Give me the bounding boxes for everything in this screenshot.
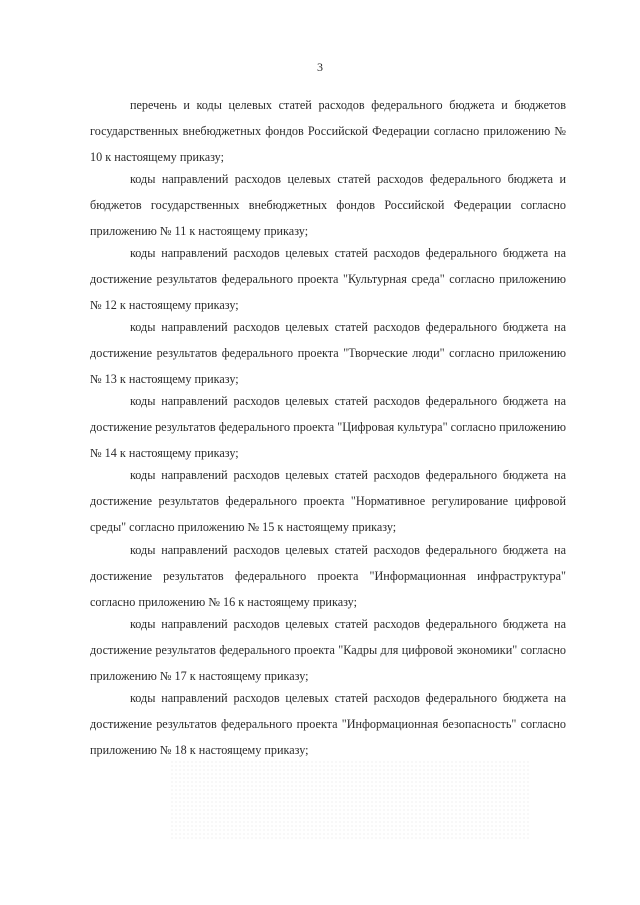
paragraph-text: перечень и коды целевых статей расходов федерального бюджета и бюджетов государственных внебюджетных фондов Российской Федерации согласно приложению № 10 к настоящему приказу; [90, 98, 566, 164]
list-item [90, 314, 566, 392]
page-number: 3 [317, 60, 323, 74]
paragraph-text: коды направлений расходов целевых статей расходов федерального бюджета на достижение результатов федерального проекта "Информационная безопасность" согласно приложению № 18 к настоящему приказу; [90, 691, 566, 757]
paragraph-text: коды направлений расходов целевых статей расходов федерального бюджета на достижение результатов федерального проекта "Информационная инфраструктура" согласно приложению № 16 к настоящему приказу; [90, 543, 566, 609]
list-item [90, 685, 566, 763]
paragraph-text: коды направлений расходов целевых статей расходов федерального бюджета на достижение результатов федерального проекта "Творческие люди" согласно приложению № 13 к настоящему приказу; [90, 320, 566, 386]
paragraph-text: коды направлений расходов целевых статей расходов федерального бюджета на достижение результатов федерального проекта "Цифровая культура" согласно приложению № 14 к настоящему приказу; [90, 394, 566, 460]
list-item [90, 388, 566, 466]
paragraph-text: коды направлений расходов целевых статей расходов федерального бюджета на достижение результатов федерального проекта "Культурная среда" согласно приложению № 12 к настоящему приказу; [90, 246, 566, 312]
paragraph-text: коды направлений расходов целевых статей расходов федерального бюджета и бюджетов государственных внебюджетных фондов Российской Федерации согласно приложению № 11 к настоящему приказу; [90, 172, 566, 238]
scan-noise [170, 760, 530, 840]
list-item [90, 611, 566, 689]
list-item [90, 240, 566, 318]
list-item [90, 537, 566, 615]
paragraph-text: коды направлений расходов целевых статей расходов федерального бюджета на достижение результатов федерального проекта "Кадры для цифровой экономики" согласно приложению № 17 к настоящему приказу; [90, 617, 566, 683]
list-item [90, 166, 566, 244]
paragraph-text: коды направлений расходов целевых статей расходов федерального бюджета на достижение результатов федерального проекта "Нормативное регулирование цифровой среды" согласно приложению № 15 к настоящему приказу; [90, 468, 566, 534]
list-item [90, 92, 566, 170]
list-item [90, 462, 566, 540]
